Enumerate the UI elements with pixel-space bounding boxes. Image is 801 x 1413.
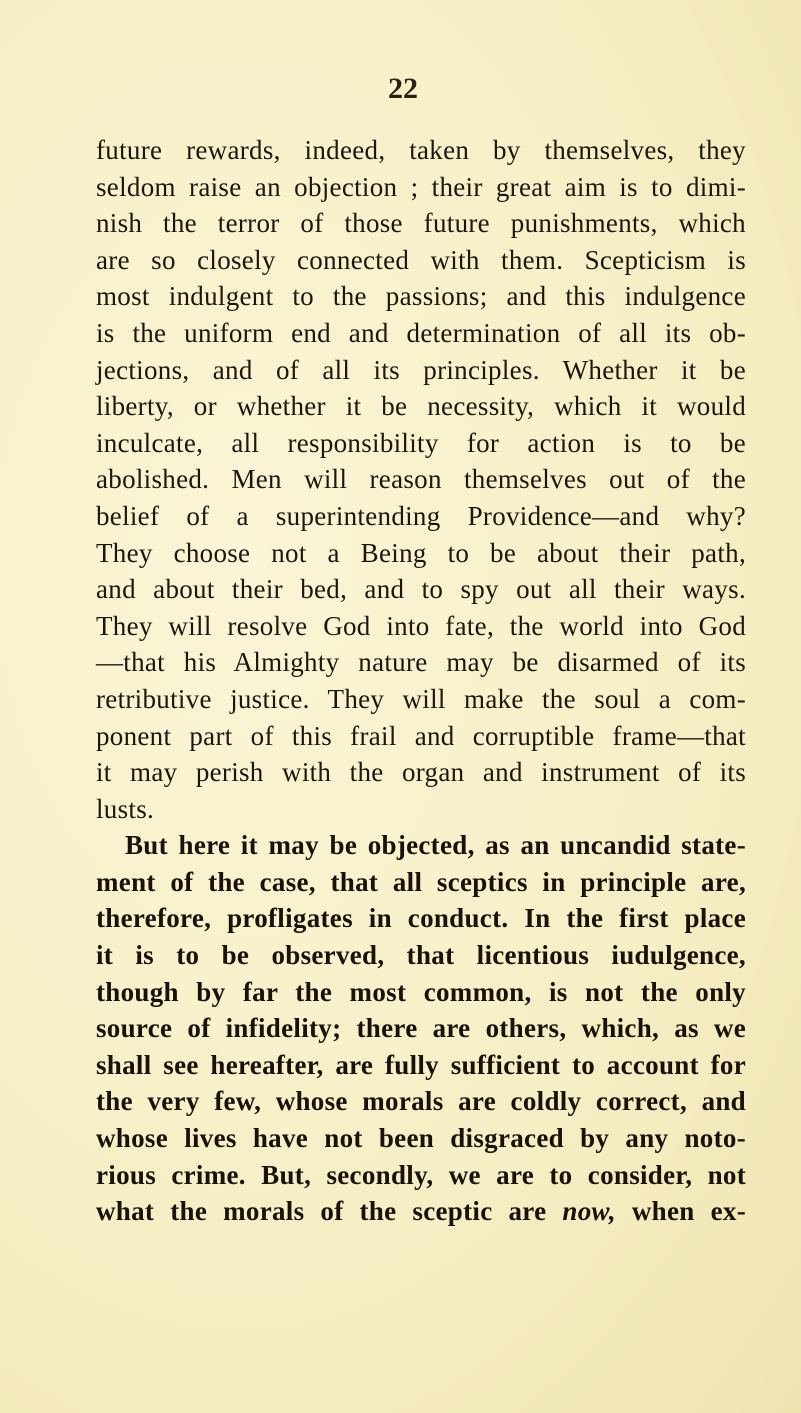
- text-line: whose lives have not been disgraced by any noto-: [96, 1123, 746, 1154]
- text-line: shall see hereafter, are fully sufficient to account for: [96, 1049, 746, 1080]
- text-line: liberty, or whether it be necessity, which it would: [96, 391, 746, 422]
- text-line: abolished. Men will reason themselves out of the: [96, 464, 746, 495]
- text-line: rious crime. But, secondly, we are to consider, not: [96, 1159, 746, 1190]
- text-line: future rewards, indeed, taken by themselves, they: [96, 135, 746, 165]
- text-line: belief of a superintending Providence—and why?: [96, 500, 746, 531]
- page-number: 22: [388, 72, 418, 105]
- body-text: [96, 132, 746, 1230]
- emphasized-word: now,: [562, 1196, 616, 1227]
- text-line: nish the terror of those future punishments, which: [96, 208, 746, 239]
- text-line: though by far the most common, is not the only: [96, 976, 746, 1007]
- text-line: retributive justice. They will make the soul a com-: [96, 683, 746, 714]
- text-line: —that his Almighty nature may be disarmed of its: [96, 647, 746, 678]
- final-text-line: [96, 1193, 746, 1230]
- text-line: ponent part of this frail and corruptible frame—that: [96, 720, 746, 751]
- paragraph-end-line: lusts.: [96, 793, 155, 824]
- text-line: the very few, whose morals are coldly correct, and: [96, 1086, 746, 1117]
- text-line: seldom raise an objection ; their great aim is to dimi-: [96, 171, 746, 202]
- final-line-after: when ex-: [615, 1196, 746, 1227]
- text-line: are so closely connected with them. Scepticism is: [96, 244, 746, 275]
- text-line: most indulgent to the passions; and this indulgence: [96, 281, 746, 312]
- text-line: it is to be observed, that licentious iudulgence,: [96, 940, 746, 971]
- final-line-before: what the morals of the sceptic are: [96, 1196, 563, 1227]
- text-line: therefore, profligates in conduct. In the first place: [96, 903, 746, 934]
- text-line: They will resolve God into fate, the world into God: [96, 610, 746, 641]
- text-line: inculcate, all responsibility for action is to be: [96, 427, 746, 458]
- text-line: source of infidelity; there are others, which, as we: [96, 1013, 746, 1044]
- text-line: They choose not a Being to be about their path,: [96, 537, 746, 568]
- text-line: ment of the case, that all sceptics in principle are,: [96, 866, 746, 897]
- text-line: jections, and of all its principles. Whether it be: [96, 354, 746, 385]
- text-line: is the uniform end and determination of all its ob-: [96, 317, 746, 348]
- text-line: it may perish with the organ and instrument of its: [96, 757, 746, 788]
- paragraph-start-line: But here it may be objected, as an uncandid state-: [125, 830, 746, 861]
- text-line: and about their bed, and to spy out all their ways.: [96, 574, 746, 605]
